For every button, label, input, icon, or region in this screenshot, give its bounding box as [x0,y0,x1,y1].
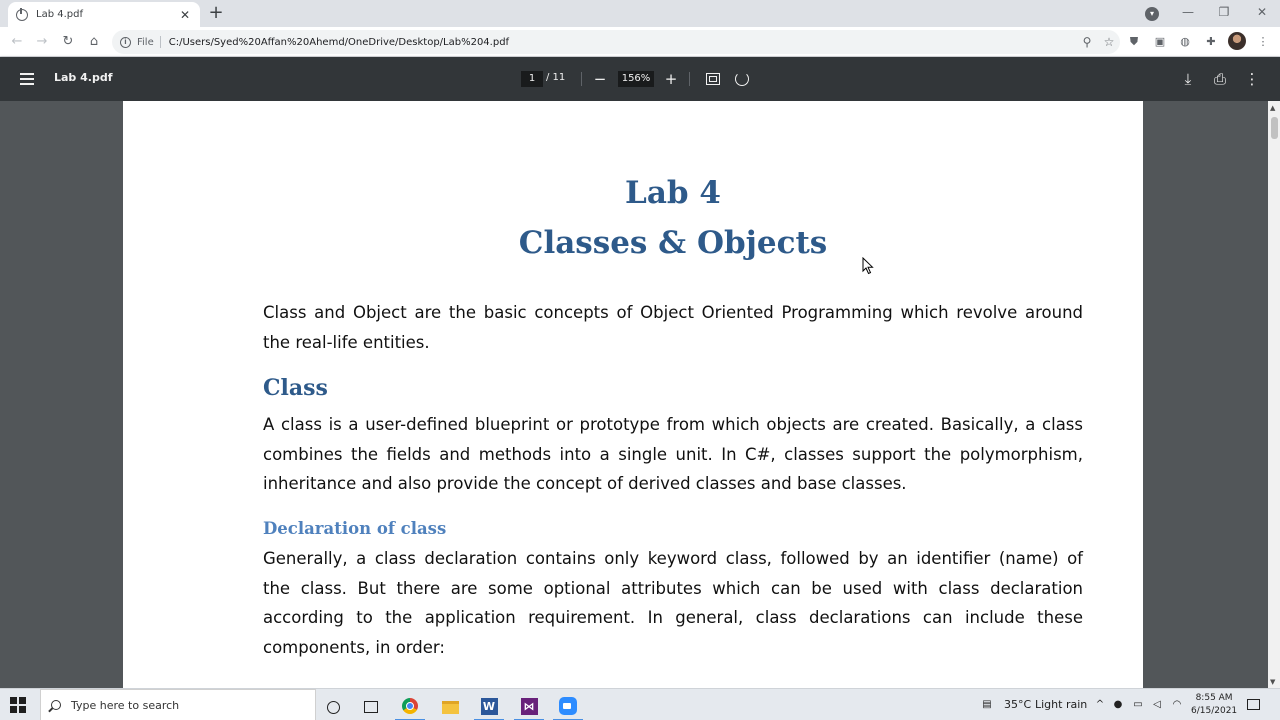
volume-icon[interactable]: ◁ [1153,699,1161,710]
weather-icon[interactable]: ▤ [982,699,992,710]
globe-extension-icon[interactable]: ◍ [1180,35,1190,48]
reload-icon[interactable]: ↻ [62,34,74,49]
forward-arrow-icon[interactable]: → [36,34,48,49]
back-arrow-icon[interactable]: ← [11,34,23,49]
wifi-icon[interactable]: ◠ [1172,699,1182,710]
minimize-button[interactable]: — [1182,5,1194,19]
omnibox-divider [160,36,161,48]
section-heading-class: Class [263,375,328,401]
fit-to-page-icon[interactable] [706,73,720,85]
pdf-toolbar [0,57,1280,101]
show-hidden-icons-chevron-icon[interactable]: ^ [1095,699,1105,710]
camera-extension-icon[interactable]: ▣ [1154,35,1166,48]
clock-date: 6/15/2021 [1191,706,1238,716]
cortana-circle-icon [327,701,340,714]
vertical-scrollbar[interactable] [1268,101,1280,688]
section-heading-declaration: Declaration of class [263,519,447,538]
zoom-level-input[interactable]: 156% [618,71,654,87]
document-title-line1: Lab 4 [625,175,721,211]
word-taskbar-button[interactable] [474,693,504,720]
tab-search-icon[interactable]: ▾ [1145,7,1159,21]
chrome-icon [402,698,418,714]
scroll-up-arrow-icon[interactable]: ▲ [1270,104,1276,112]
new-tab-button[interactable]: + [208,2,224,23]
class-line: inheritance and also provide the concept of derived classes and base classes. [263,474,907,493]
scroll-down-arrow-icon[interactable]: ▼ [1270,678,1276,686]
browser-tab[interactable] [8,2,200,27]
page-number-input[interactable]: 1 [521,71,543,87]
globe-favicon-icon [16,9,28,21]
zoom-in-button[interactable]: + [664,70,678,88]
home-icon[interactable]: ⌂ [89,34,99,49]
clock-time: 8:55 AM [1195,693,1233,703]
class-paragraph [263,410,1083,499]
pdf-page [123,101,1143,688]
weather-description[interactable]: Light rain [1035,698,1088,711]
word-icon: W [481,698,498,715]
page-total-label: / 11 [546,72,566,83]
task-view-button[interactable] [356,693,386,720]
shield-extension-icon[interactable]: ⛊ [1129,35,1139,48]
taskbar-search-box[interactable] [40,689,316,720]
taskbar [0,688,1280,720]
chrome-taskbar-button[interactable] [395,693,425,720]
declaration-line: Generally, a class declaration contains only keyword class, followed by an identifier (name) of [263,549,1083,568]
declaration-line: components, in order: [263,637,445,657]
restore-button[interactable]: ❐ [1218,5,1230,19]
omnibox[interactable] [112,30,1120,54]
intro-paragraph [263,298,1083,357]
microphone-icon[interactable]: ● [1113,699,1123,710]
info-icon[interactable]: i [120,37,131,48]
class-line: A class is a user-defined blueprint or prototype from which objects are created. Basically, a class [263,415,1083,434]
zoom-lens-icon[interactable]: ⚲ [1082,35,1092,49]
declaration-line: the class. But there are some optional attributes which can be used with class declaration [263,578,1083,598]
bookmark-star-icon[interactable]: ☆ [1103,35,1115,49]
scroll-thumb[interactable] [1271,117,1278,139]
declaration-line: according to the application requirement. In general, class declarations can include these [263,608,1083,627]
zoom-app-button[interactable] [553,693,583,720]
folder-icon [442,701,459,714]
search-icon [51,700,61,710]
declaration-paragraph [263,544,1083,662]
close-window-button[interactable]: ✕ [1256,5,1268,19]
scheme-label: File [137,36,154,48]
profile-avatar[interactable] [1228,32,1246,50]
intro-line: Class and Object are the basic concepts of Object Oriented Programming which revolve around [263,303,1083,322]
tab-close-icon[interactable]: ✕ [179,7,191,22]
zoom-video-icon [559,697,577,715]
pdf-document-title: Lab 4.pdf [54,71,113,84]
visual-studio-button[interactable] [514,693,544,720]
intro-line: the real-life entities. [263,332,430,352]
search-placeholder: Type here to search [71,698,180,712]
rotate-icon[interactable] [735,72,749,86]
windows-start-icon[interactable] [10,697,26,713]
tab-title: Lab 4.pdf [36,9,83,20]
visual-studio-icon: ⋈ [521,698,538,715]
zoom-out-button[interactable]: − [593,70,607,88]
chrome-menu-icon[interactable]: ⋮ [1257,35,1269,48]
pdf-viewer[interactable] [0,101,1268,688]
url-text[interactable]: C:/Users/Syed%20Affan%20Ahemd/OneDrive/Desktop/Lab%204.pdf [168,36,510,48]
address-toolbar [0,27,1280,57]
tab-strip [0,0,1280,27]
weather-temperature[interactable]: 35°C [1004,698,1032,711]
file-explorer-button[interactable] [435,693,465,720]
class-line: combines the fields and methods into a single unit. In C#, classes support the polymorphism, [263,444,1083,464]
battery-icon[interactable]: ▭ [1133,699,1143,710]
system-clock[interactable] [1191,692,1237,718]
hamburger-menu-icon[interactable] [20,73,34,85]
more-actions-icon[interactable]: ⋮ [1244,70,1260,88]
task-view-icon [364,701,378,713]
document-title-line2: Classes & Objects [518,225,828,261]
print-icon[interactable]: ⎙ [1213,70,1226,88]
notification-center-icon[interactable] [1247,699,1260,710]
download-icon[interactable]: ⤓ [1184,70,1192,88]
puzzle-extensions-icon[interactable]: ✚ [1206,35,1216,48]
toolbar-divider [581,72,582,86]
toolbar-divider [689,72,690,86]
cortana-button[interactable] [318,693,348,720]
